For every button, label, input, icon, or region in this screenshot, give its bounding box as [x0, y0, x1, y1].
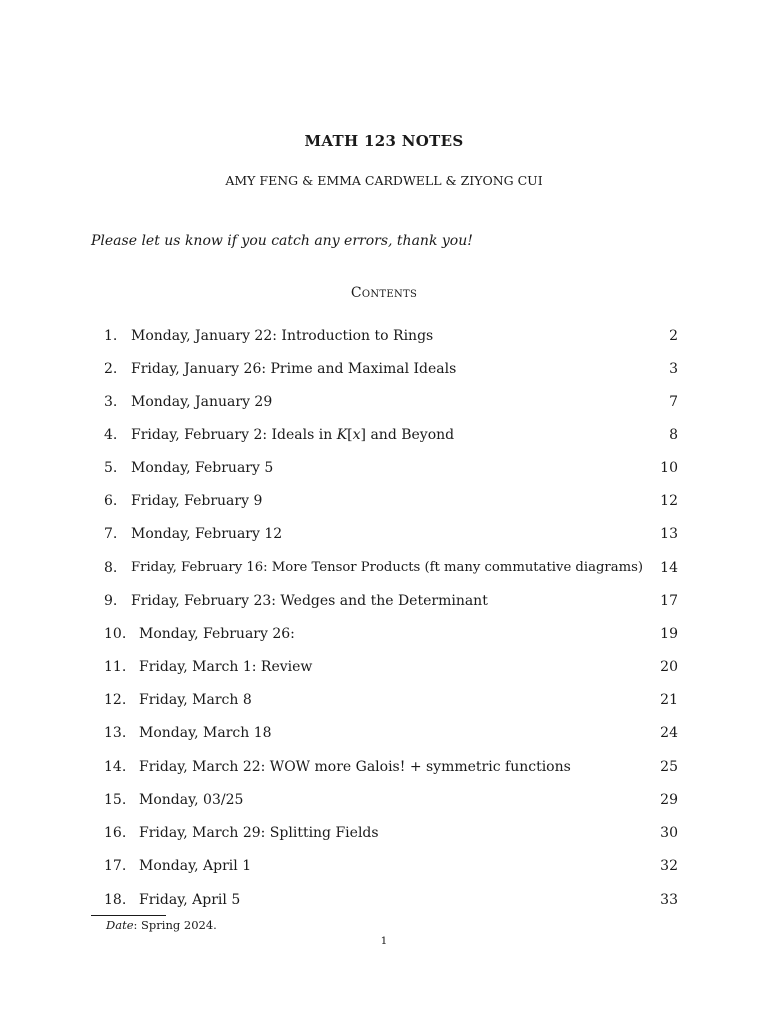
toc-entry-page: 20 — [660, 659, 678, 675]
toc-entry-4[interactable] — [0, 423, 768, 447]
toc-entry-title[interactable]: Monday, April 1 — [139, 858, 252, 874]
toc-entry-number: 11. — [104, 659, 127, 675]
toc-entry-12[interactable] — [0, 688, 768, 712]
toc-entry-title[interactable]: Monday, February 12 — [131, 526, 283, 542]
toc-entry-title[interactable]: Monday, January 29 — [131, 394, 273, 410]
toc-entry-page: 32 — [660, 858, 678, 874]
toc-entry-title[interactable]: Monday, February 26: — [139, 626, 295, 642]
document-title: MATH 123 NOTES — [304, 132, 464, 150]
errata-note: Please let us know if you catch any errors, thank you! — [91, 233, 473, 249]
contents-heading: Contents — [350, 285, 418, 301]
footnote-label: Date — [106, 918, 134, 932]
toc-entry-18[interactable] — [0, 888, 768, 912]
toc-entry-number: 2. — [104, 361, 118, 377]
toc-entry-page: 3 — [669, 361, 678, 377]
toc-entry-3[interactable] — [0, 390, 768, 414]
toc-entry-page: 33 — [660, 892, 678, 908]
toc-entry-page: 2 — [669, 328, 678, 344]
toc-entry-number: 18. — [104, 892, 127, 908]
toc-entry-page: 14 — [660, 560, 678, 576]
toc-entry-number: 9. — [104, 593, 118, 609]
footnote-rule — [91, 915, 166, 916]
toc-entry-page: 17 — [660, 593, 678, 609]
toc-entry-page: 19 — [660, 626, 678, 642]
toc-entry-page: 12 — [660, 493, 678, 509]
footnote-text: : Spring 2024. — [133, 918, 217, 932]
toc-entry-number: 12. — [104, 692, 127, 708]
toc-entry-page: 25 — [660, 759, 678, 775]
toc-entry-page: 7 — [669, 394, 678, 410]
toc-entry-page: 24 — [660, 725, 678, 741]
toc-entry-15[interactable] — [0, 788, 768, 812]
toc-entry-number: 5. — [104, 460, 118, 476]
toc-entry-number: 7. — [104, 526, 118, 542]
page-number: 1 — [380, 935, 388, 947]
toc-entry-title[interactable]: Friday, February 9 — [131, 493, 263, 509]
footnote — [106, 918, 217, 932]
toc-entry-page: 30 — [660, 825, 678, 841]
toc-entry-title[interactable]: Monday, January 22: Introduction to Rings — [131, 328, 434, 344]
toc-entry-title[interactable]: Friday, March 29: Splitting Fields — [139, 825, 379, 841]
toc-entry-number: 16. — [104, 825, 127, 841]
toc-entry-page: 13 — [660, 526, 678, 542]
toc-entry-title[interactable]: Friday, March 1: Review — [139, 659, 313, 675]
toc-entry-page: 10 — [660, 460, 678, 476]
toc-entry-page: 29 — [660, 792, 678, 808]
toc-entry-title[interactable]: Friday, February 16: More Tensor Products (ft many commutative diagrams) — [131, 560, 643, 575]
toc-entry-9[interactable] — [0, 589, 768, 613]
toc-entry-title[interactable]: Friday, February 2: Ideals in K[x] and Beyond — [131, 427, 455, 443]
toc-entry-17[interactable] — [0, 854, 768, 878]
toc-entry-number: 6. — [104, 493, 118, 509]
toc-entry-7[interactable] — [0, 522, 768, 546]
toc-entry-1[interactable] — [0, 324, 768, 348]
toc-entry-title[interactable]: Friday, April 5 — [139, 892, 241, 908]
toc-entry-number: 4. — [104, 427, 118, 443]
toc-entry-title[interactable]: Monday, March 18 — [139, 725, 272, 741]
toc-entry-title[interactable]: Monday, 03/25 — [139, 792, 244, 808]
toc-entry-16[interactable] — [0, 821, 768, 845]
toc-entry-11[interactable] — [0, 655, 768, 679]
toc-entry-number: 13. — [104, 725, 127, 741]
toc-entry-title[interactable]: Friday, February 23: Wedges and the Determinant — [131, 593, 488, 609]
toc-entry-2[interactable] — [0, 357, 768, 381]
toc-entry-number: 17. — [104, 858, 127, 874]
toc-entry-6[interactable] — [0, 489, 768, 513]
document-authors: AMY FENG & EMMA CARDWELL & ZIYONG CUI — [225, 173, 543, 188]
toc-entry-number: 14. — [104, 759, 127, 775]
toc-entry-10[interactable] — [0, 622, 768, 646]
toc-entry-title[interactable]: Friday, January 26: Prime and Maximal Ideals — [131, 361, 457, 377]
toc-entry-13[interactable] — [0, 721, 768, 745]
toc-entry-number: 15. — [104, 792, 127, 808]
toc-entry-title[interactable]: Friday, March 8 — [139, 692, 252, 708]
toc-entry-page: 21 — [660, 692, 678, 708]
toc-entry-5[interactable] — [0, 456, 768, 480]
toc-entry-number: 3. — [104, 394, 118, 410]
toc-entry-title[interactable]: Monday, February 5 — [131, 460, 274, 476]
toc-entry-14[interactable] — [0, 755, 768, 779]
toc-entry-number: 1. — [104, 328, 118, 344]
toc-entry-number: 10. — [104, 626, 127, 642]
toc-entry-title[interactable]: Friday, March 22: WOW more Galois! + symmetric functions — [139, 759, 571, 775]
toc-entry-8[interactable] — [0, 556, 768, 580]
toc-entry-number: 8. — [104, 560, 118, 576]
toc-entry-page: 8 — [669, 427, 678, 443]
